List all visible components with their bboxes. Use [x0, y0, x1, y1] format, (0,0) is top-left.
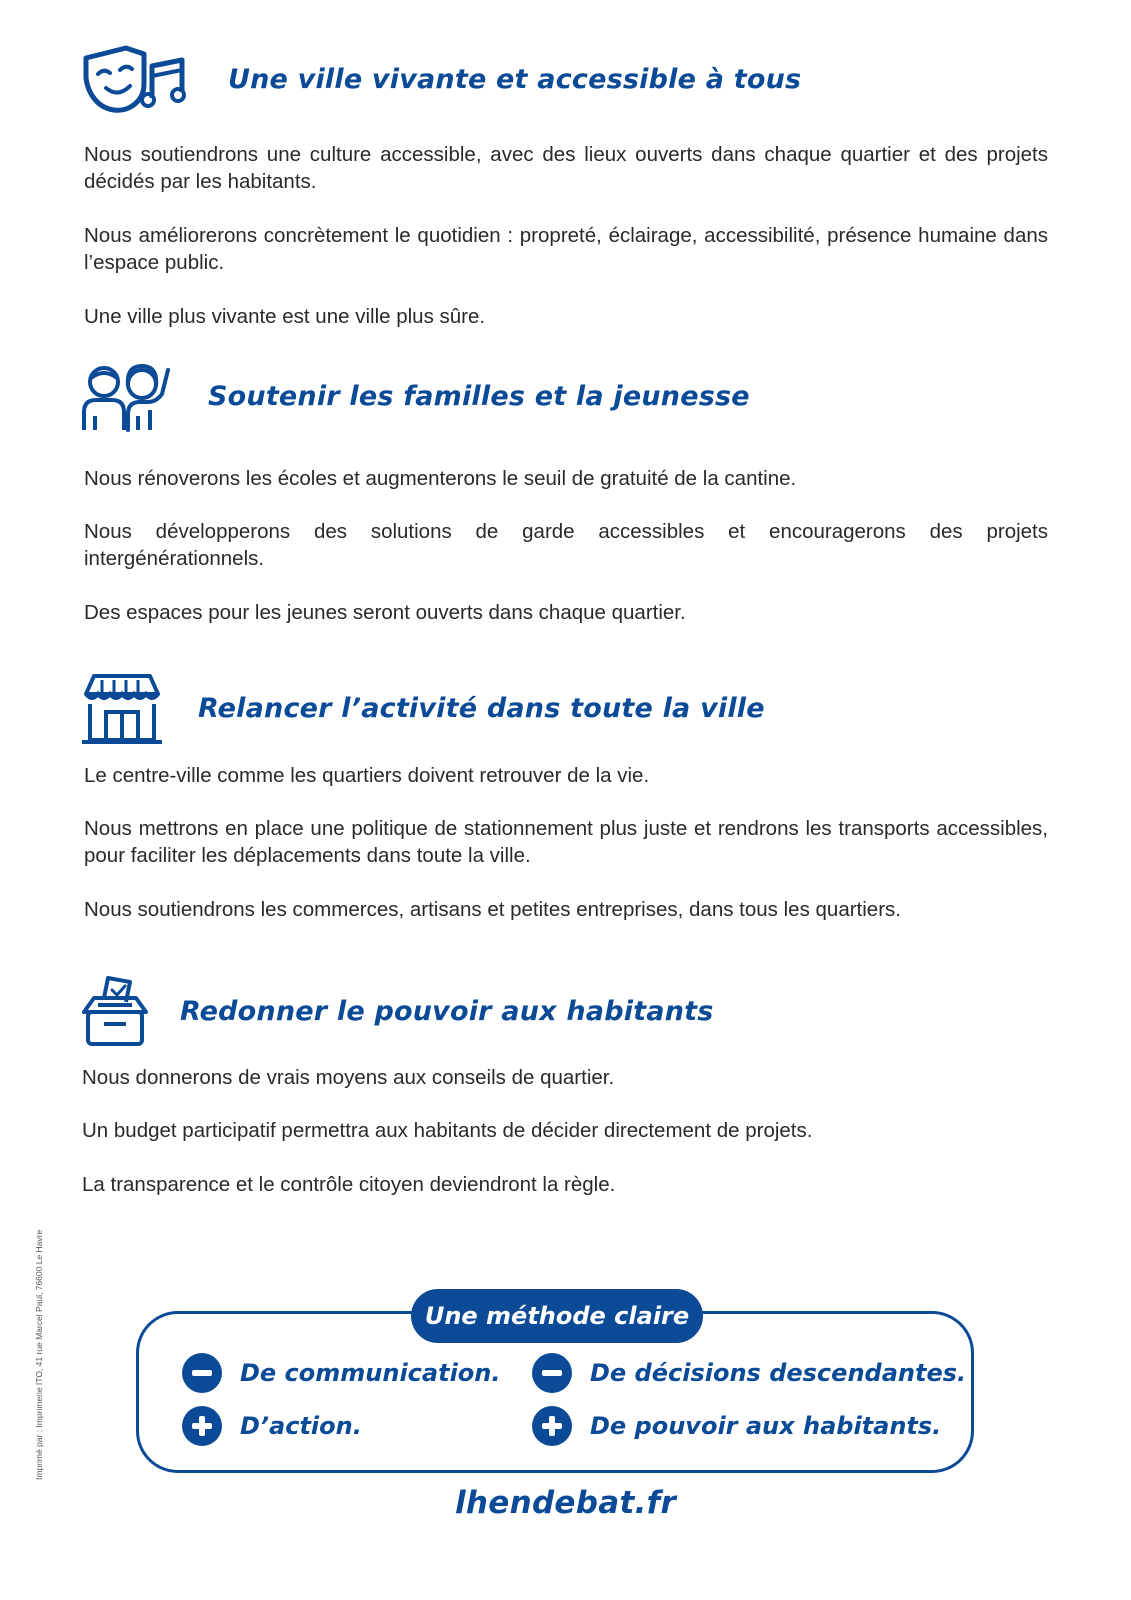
plus-icon	[532, 1406, 572, 1446]
section-2-paragraph-2: Nous développerons des solutions de garde accessibles et encouragerons des projets intergénérationnels.	[84, 520, 1048, 570]
section-2-paragraph-1: Nous rénoverons les écoles et augmenterons le seuil de gratuité de la cantine.	[84, 467, 797, 490]
section-1-title: Une ville vivante et accessible à tous	[228, 63, 802, 95]
method-item-plus-action	[182, 1406, 362, 1446]
section-4-paragraph-1: Nous donnerons de vrais moyens aux conseils de quartier.	[82, 1066, 615, 1089]
method-item-minus-communication	[182, 1353, 501, 1393]
storefront-icon	[82, 672, 162, 744]
section-1-header	[82, 44, 801, 114]
section-4-header	[82, 976, 714, 1046]
minus-icon	[532, 1353, 572, 1393]
method-item-plus-power	[532, 1406, 941, 1446]
section-3-title: Relancer l’activité dans toute la ville	[198, 692, 765, 724]
section-3-paragraph-2: Nous mettrons en place une politique de stationnement plus juste et rendrons les transports accessibles, pour faciliter les déplacements dans toute la ville.	[84, 817, 1048, 867]
family-youth-icon	[82, 360, 176, 432]
plus-icon	[182, 1406, 222, 1446]
section-1-paragraph-3: Une ville plus vivante est une ville plus sûre.	[84, 305, 486, 328]
section-2-paragraph-3: Des espaces pour les jeunes seront ouverts dans chaque quartier.	[84, 601, 686, 624]
section-1-paragraph-1: Nous soutiendrons une culture accessible, avec des lieux ouverts dans chaque quartier et des projets décidés par les habitants.	[84, 143, 1048, 193]
section-4-paragraph-2: Un budget participatif permettra aux habitants de décider directement de projets.	[82, 1119, 813, 1142]
section-3-header	[82, 672, 765, 744]
method-item-label: De décisions descendantes.	[590, 1359, 967, 1387]
section-4-paragraph-3: La transparence et le contrôle citoyen deviendront la règle.	[82, 1173, 616, 1196]
printer-credit: Imprimé par : Imprimerie ITO, 41 rue Marcel Paul, 76600 Le Havre	[34, 1229, 44, 1480]
method-item-minus-decisions	[532, 1353, 966, 1393]
method-item-label: D’action.	[240, 1412, 362, 1440]
section-1-paragraph-2: Nous améliorerons concrètement le quotidien : propreté, éclairage, accessibilité, présence humaine dans l’espace public.	[84, 224, 1048, 274]
minus-icon	[182, 1353, 222, 1393]
website-link[interactable]: lhendebat.fr	[454, 1485, 677, 1521]
method-item-label: De communication.	[240, 1359, 501, 1387]
section-2-header	[82, 360, 750, 432]
section-3-paragraph-1: Le centre-ville comme les quartiers doivent retrouver de la vie.	[84, 764, 650, 787]
method-title: Une méthode claire	[411, 1289, 703, 1343]
method-item-label: De pouvoir aux habitants.	[590, 1412, 942, 1440]
section-3-paragraph-3: Nous soutiendrons les commerces, artisans et petites entreprises, dans tous les quartiers.	[84, 898, 901, 921]
section-2-title: Soutenir les familles et la jeunesse	[208, 380, 750, 412]
section-4-title: Redonner le pouvoir aux habitants	[180, 995, 714, 1027]
ballot-box-icon	[82, 976, 148, 1046]
theater-music-icon	[82, 44, 188, 114]
